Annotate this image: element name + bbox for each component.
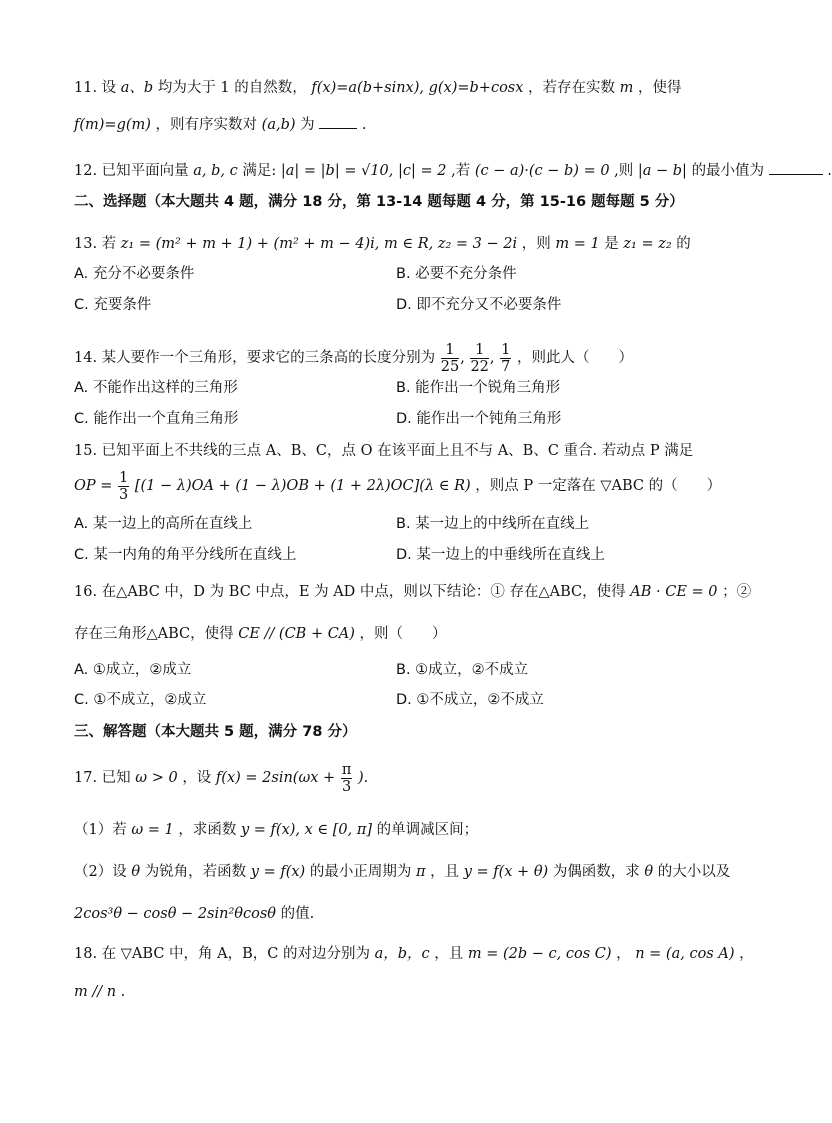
answer-blank [769, 160, 823, 175]
q17-text: ，且 [430, 864, 460, 880]
q16-option-a: A. ①成立，②成立 [74, 662, 192, 678]
q18-text: ， [616, 946, 631, 962]
q16-option-b: B. ①成立，②不成立 [396, 662, 529, 678]
q18-line1 [74, 944, 754, 964]
q11-formula: f(x)=a(b+sinx), g(x)=b+cosx [311, 80, 524, 96]
q13-text: 13. 若 [74, 236, 117, 252]
q12-text: 满足: [242, 163, 277, 179]
q14-option-d: D. 能作出一个钝角三角形 [396, 411, 562, 427]
q18-vector-n: n = (a, cos A) [635, 946, 735, 962]
q16-line2 [74, 624, 447, 644]
q18-text: 18. 在 ▽ABC 中，角 A，B，C 的对边分别为 [74, 946, 370, 962]
q14-text: 14. 某人要作一个三角形，要求它的三条高的长度分别为 [74, 350, 436, 366]
q17-function: y = f(x) [250, 864, 306, 880]
q17-part2 [74, 862, 730, 882]
q13-line [74, 234, 691, 254]
q12-condition: (c − a)·(c − b) = 0 [474, 163, 610, 179]
q14-option-c: C. 能作出一个直角三角形 [74, 411, 239, 427]
q17-condition: ω > 0 [135, 770, 178, 786]
q16-text: 16. 在△ABC 中，D 为 BC 中点，E 为 AD 中点，则以下结论：① 存在△ABC，使得 [74, 584, 626, 600]
q14-text: ，则此人（ ） [516, 350, 633, 366]
q12-text: 的最小值为 [691, 163, 765, 179]
q11-text: ，则有序实数对 [155, 117, 258, 133]
q15-lhs: OP = [74, 478, 113, 494]
q17-text: 的值. [280, 906, 315, 922]
q16-text: ，则（ ） [359, 626, 447, 642]
q17-text: （2）设 [74, 864, 127, 880]
q17-line1 [74, 760, 368, 796]
q17-part1 [74, 820, 478, 840]
q11-vars: a、b [120, 80, 154, 96]
q13-text: ，则 [521, 236, 551, 252]
q17-text: 为偶函数，求 [552, 864, 640, 880]
q17-expression: 2cos³θ − cosθ − 2sin²θcosθ [74, 906, 277, 922]
q17-part2-expression [74, 904, 314, 924]
q11-line2 [74, 114, 366, 135]
q13-option-c: C. 充要条件 [74, 297, 152, 313]
q17-text: 的最小正周期为 [309, 864, 412, 880]
fraction: $\frac{1}{25}$ [440, 341, 460, 375]
q14-line: 14. 某人要作一个三角形，要求它的三条高的长度分别为 $\frac{1}{25}$ , $\frac{1}{22}$ , $\frac{1}{7}$ ，则此人（ ） [74, 341, 633, 375]
q17-text: 的大小以及 [657, 864, 731, 880]
q17-theta: θ [131, 864, 141, 880]
q17-pi: π [415, 864, 426, 880]
q17-function: y = f(x + θ) [463, 864, 549, 880]
q12-text: ,若 [451, 163, 471, 179]
q16-text: 存在三角形△ABC，使得 [74, 626, 234, 642]
q17-function: ). [357, 770, 369, 786]
q12-text: ,则 [614, 163, 634, 179]
q16-option-c: C. ①不成立，②成立 [74, 692, 207, 708]
q14-option-a: A. 不能作出这样的三角形 [74, 380, 238, 396]
q15-option-b: B. 某一边上的中线所在直线上 [396, 516, 590, 532]
q18-text: ，且 [434, 946, 464, 962]
q14-option-b: B. 能作出一个锐角三角形 [396, 380, 561, 396]
q17-theta: θ [644, 864, 654, 880]
q13-text: 的 [676, 236, 691, 252]
section-title: 二、选择题（本大题共 4 题，满分 18 分，第 13-14 题每题 4 分，第 15-16 题每题 5 分） [74, 194, 684, 210]
q15-line1: 15. 已知平面上不共线的三点 A、B、C，点 O 在该平面上且不与 A、B、C 重合. 若动点 P 满足 [74, 443, 694, 459]
q16-expression: AB · CE = 0 [630, 584, 718, 600]
q15-option-d: D. 某一边上的中垂线所在直线上 [396, 547, 605, 563]
q13-formula: z₁ = (m² + m + 1) + (m² + m − 4)i, m ∈ R, z₂ = 3 − 2i [120, 236, 518, 252]
q15-text: ，则点 P 一定落在 ▽ABC 的（ ） [475, 478, 722, 494]
q16-expression: CE // (CB + CA) [238, 626, 355, 642]
q13-option-d: D. 即不充分又不必要条件 [396, 297, 562, 313]
fraction: $\frac{1}{3}$ [119, 469, 129, 503]
q12-expression: |a − b| [637, 163, 687, 179]
q17-function: y = f(x), x ∈ [0, π] [240, 822, 373, 838]
q18-line2 [74, 982, 125, 1002]
q12-condition: |a| = |b| = √10, |c| = 2 [280, 163, 447, 179]
q15-line2 [74, 468, 721, 504]
q11-text: ，使得 [638, 80, 682, 96]
q16-option-d: D. ①不成立，②不成立 [396, 692, 544, 708]
q12-text: 12. 已知平面向量 [74, 163, 189, 179]
q16-line1 [74, 582, 751, 602]
q16-text: ；② [722, 584, 752, 600]
q11-text: 均为大于 1 的自然数， [157, 80, 307, 96]
q17-text: （1）若 [74, 822, 127, 838]
q11-text: . [361, 117, 367, 133]
q15-formula: [(1 − λ)OA + (1 − λ)OB + (1 + 2λ)OC](λ ∈ R) [134, 478, 471, 494]
q17-function: f(x) = 2sin(ωx + [215, 770, 336, 786]
fraction: $\frac{\pi}{3}$ [341, 761, 352, 795]
q18-vector-m: m = (2b − c, cos C) [467, 946, 612, 962]
q13-text: 是 [604, 236, 619, 252]
answer-blank [319, 114, 357, 129]
q13-relation: z₁ = z₂ [623, 236, 672, 252]
q11-pair: (a,b) [261, 117, 296, 133]
q11-line1 [74, 78, 682, 98]
q11-text: 11. 设 [74, 80, 117, 96]
q18-vars: a，b，c [374, 946, 430, 962]
q12-line [74, 160, 832, 181]
q11-condition: f(m)=g(m) [74, 117, 151, 133]
q17-text: 17. 已知 [74, 770, 131, 786]
q11-text: ，若存在实数 [528, 80, 616, 96]
q11-text: 为 [300, 117, 315, 133]
q12-vectors: a, b, c [193, 163, 238, 179]
q13-option-b: B. 必要不充分条件 [396, 266, 517, 282]
fraction: $\frac{1}{22}$ [470, 341, 489, 375]
q18-condition: m // n . [74, 984, 126, 1000]
q15-option-c: C. 某一内角的角平分线所在直线上 [74, 547, 297, 563]
q17-text: 的单调减区间； [376, 822, 479, 838]
q15-option-a: A. 某一边上的高所在直线上 [74, 516, 253, 532]
q17-condition: ω = 1 [131, 822, 174, 838]
q17-text: ，设 [182, 770, 212, 786]
fraction: $\frac{1}{7}$ [501, 341, 511, 375]
q11-var-m: m [619, 80, 634, 96]
q13-option-a: A. 充分不必要条件 [74, 266, 195, 282]
q12-text: . [827, 163, 832, 179]
q18-text: ， [739, 946, 754, 962]
q17-text: 为锐角，若函数 [144, 864, 247, 880]
q17-text: ，求函数 [178, 822, 237, 838]
q13-condition: m = 1 [555, 236, 600, 252]
section-title: 三、解答题（本大题共 5 题，满分 78 分） [74, 724, 357, 740]
